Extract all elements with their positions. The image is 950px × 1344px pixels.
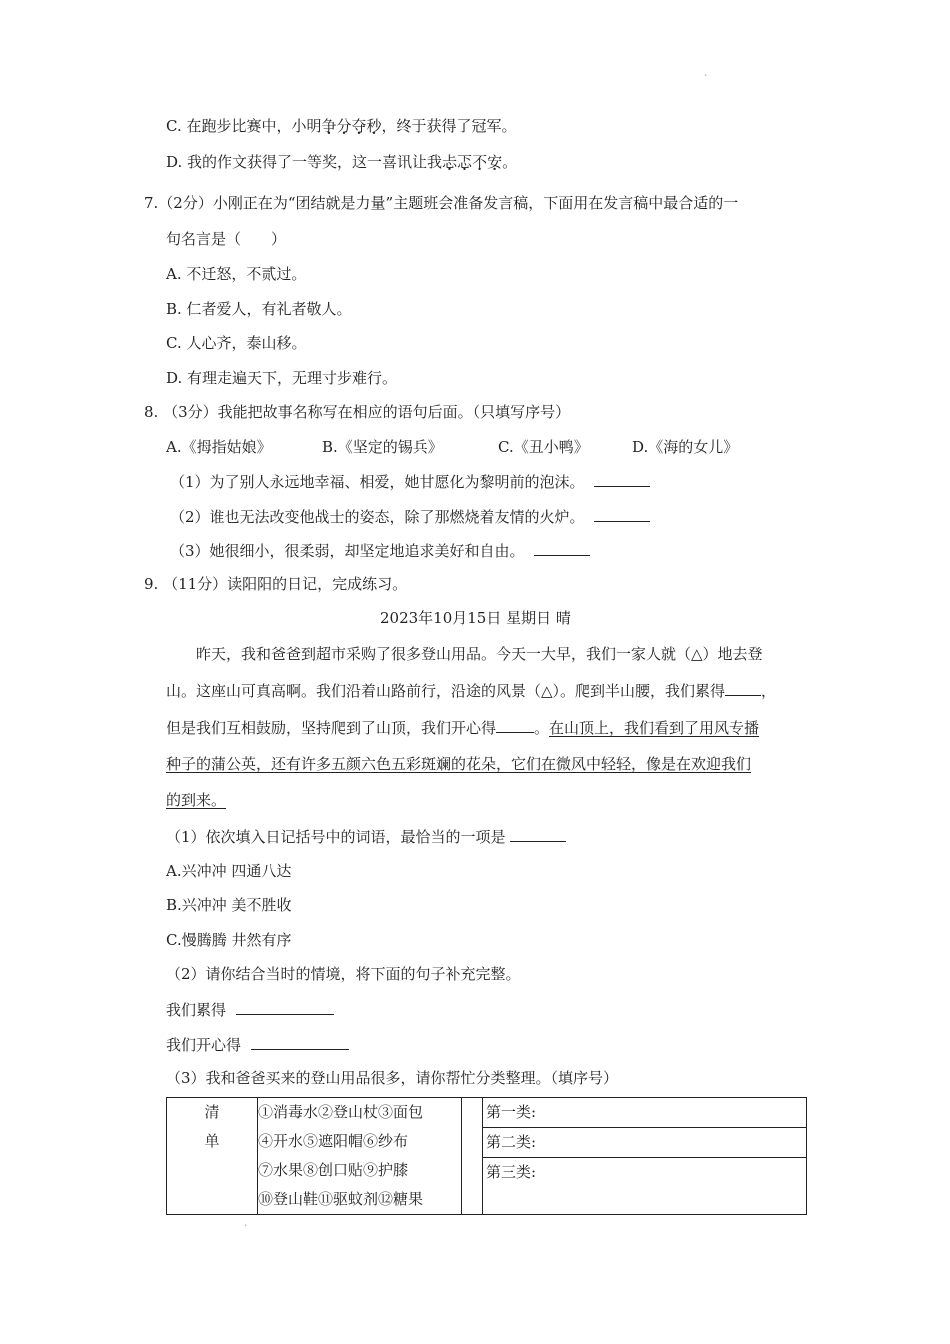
diary-line-5: 的到来。 bbox=[166, 791, 227, 809]
dotted-char: 争 bbox=[321, 117, 337, 135]
q6-option-c: C. 在跑步比赛中，小明争分夺秒，终于获得了冠军。 bbox=[166, 117, 517, 135]
q9-sub2: （2）请你结合当时的情境，将下面的句子补充完整。 bbox=[166, 965, 521, 983]
diary-line-2: 山。这座山可真高啊。我们沿着山路前行，沿途的风景（△）。爬到半山腰，我们累得 ， bbox=[166, 679, 776, 702]
q9-sub1-option-c: C.慢腾腾 井然有序 bbox=[166, 931, 292, 949]
table-list-cell: ①消毒水②登山杖③面包 ④开水⑤遮阳帽⑥纱布 ⑦水果⑧创口贴⑨护膝 ⑩登山鞋⑪驱蚊剂⑫糖果 bbox=[258, 1098, 462, 1215]
dotted-char: 秒 bbox=[366, 117, 382, 135]
answer-blank[interactable] bbox=[496, 716, 534, 733]
corner-mark: ˋ bbox=[704, 74, 708, 83]
q7-option-c: C. 人心齐，泰山移。 bbox=[166, 334, 307, 352]
answer-blank[interactable] bbox=[236, 998, 334, 1015]
answer-blank[interactable] bbox=[510, 825, 566, 842]
table-header-cell: 清 单 bbox=[167, 1098, 258, 1215]
dotted-char: 不 bbox=[472, 153, 488, 171]
q9-sub3: （3）我和爸爸买来的登山用品很多，请你帮忙分类整理。（填序号） bbox=[166, 1069, 619, 1087]
diary-line-4: 种子的蒲公英，还有许多五颜六色五彩斑斓的花朵，它们在微风中轻轻，像是在欢迎我们 bbox=[166, 755, 752, 773]
diary-date: 2023年10月15日 星期日 晴 bbox=[380, 609, 571, 627]
q8-choice-a: A.《拇指姑娘》 bbox=[166, 438, 272, 456]
diary-line-3: 但是我们互相鼓励，坚持爬到了山顶，我们开心得 。在山顶上，我们看到了用风专播 bbox=[166, 716, 759, 739]
corner-mark: ˋ bbox=[244, 1224, 248, 1233]
q8-item-1: （1）为了别人永远地幸福、相爱，她甘愿化为黎明前的泡沫。 bbox=[170, 470, 650, 493]
supplies-table bbox=[166, 1097, 807, 1215]
q8-stem: 8. （3分）我能把故事名称写在相应的语句后面。（只填写序号） bbox=[144, 403, 571, 421]
dotted-char: 忐 bbox=[442, 153, 458, 171]
answer-blank[interactable] bbox=[251, 1033, 349, 1050]
q8-item-3: （3）她很细小，很柔弱，却坚定地追求美好和自由。 bbox=[170, 539, 590, 562]
category-cell-2[interactable]: 第二类: bbox=[483, 1128, 807, 1158]
q6-option-d: D. 我的作文获得了一等奖，这一喜讯让我忐忑不安。 bbox=[166, 153, 518, 171]
category-cell-3[interactable]: 第三类: bbox=[483, 1158, 807, 1215]
q8-choice-c: C.《丑小鸭》 bbox=[498, 438, 589, 456]
q8-choice-b: B.《坚定的锡兵》 bbox=[322, 438, 443, 456]
underlined-sentence: 在山顶上，我们看到了用风专播 bbox=[549, 719, 760, 737]
q7-option-b: B. 仁者爱人，有礼者敬人。 bbox=[166, 300, 352, 318]
q7-option-d: D. 有理走遍天下，无理寸步难行。 bbox=[166, 369, 398, 387]
q8-choices bbox=[166, 436, 738, 458]
q9-sub1: （1）依次填入日记括号中的词语，最恰当的一项是 bbox=[166, 825, 566, 848]
table-spacer-cell bbox=[462, 1098, 483, 1215]
q9-sub1-option-b: B.兴冲冲 美不胜收 bbox=[166, 896, 292, 914]
q8-item-2: （2）谁也无法改变他战士的姿态，除了那燃烧着友情的火炉。 bbox=[170, 505, 650, 528]
answer-blank[interactable] bbox=[594, 470, 650, 487]
q7-stem: 7.（2分）小刚正在为“团结就是力量”主题班会准备发言稿，下面用在发言稿中最合适的一 bbox=[144, 194, 739, 212]
dotted-char: 安 bbox=[487, 153, 503, 171]
q9-sub2-b: 我们开心得 bbox=[166, 1033, 349, 1056]
q9-sub1-option-a: A.兴冲冲 四通八达 bbox=[166, 862, 292, 880]
q8-choice-d: D.《海的女儿》 bbox=[632, 438, 739, 456]
answer-blank[interactable] bbox=[725, 679, 761, 696]
q9-sub2-a: 我们累得 bbox=[166, 998, 334, 1021]
answer-blank[interactable] bbox=[534, 539, 590, 556]
category-cell-1[interactable]: 第一类: bbox=[483, 1098, 807, 1128]
q7-stem-cont: 句名言是（ ） bbox=[166, 230, 287, 248]
diary-line-1: 昨天，我和爸爸到超市采购了很多登山用品。今天一大早，我们一家人就（△）地去登 bbox=[196, 645, 763, 663]
dotted-char: 忑 bbox=[457, 153, 473, 171]
dotted-char: 夺 bbox=[351, 117, 367, 135]
dotted-char: 分 bbox=[336, 117, 352, 135]
q9-stem: 9. （11分）读阳阳的日记，完成练习。 bbox=[144, 575, 408, 593]
q7-option-a: A. 不迁怒，不贰过。 bbox=[166, 265, 307, 283]
answer-blank[interactable] bbox=[594, 505, 650, 522]
